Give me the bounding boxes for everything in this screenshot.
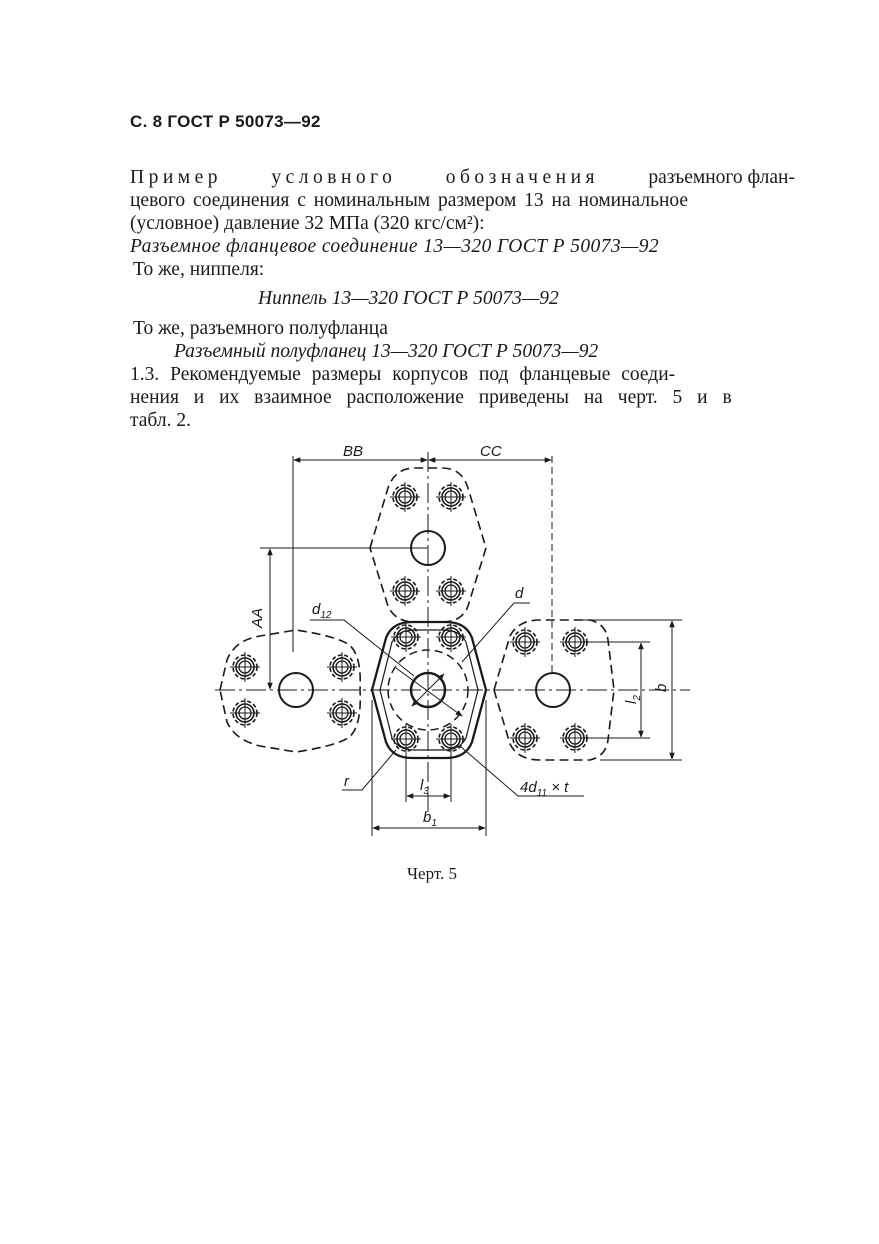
label-holes: $4d_{11} \times t$ [520,779,569,799]
page-header: С. 8 ГОСТ Р 50073—92 [130,112,321,131]
clause-line-2: нения и их взаимное расположение приведены на черт. 5 и в [130,387,732,408]
label-r: r [344,773,349,790]
label-l2: $l_2$ [623,695,643,704]
word-primer: Пример [130,167,223,188]
label-d: d [515,585,524,602]
halfflange-intro: То же, разъемного полуфланца [133,318,388,339]
word-razemnogo: разъемного флан- [648,167,795,188]
nipple-intro: То же, ниппеля: [133,259,265,280]
clause-line-3: табл. 2. [130,410,191,431]
label-d12: $d_{12}$ [312,601,332,621]
paragraph-line-3: (условное) давление 32 МПа (320 кгс/см²): [130,213,485,234]
designation-halfflange: Разъемный полуфланец 13—320 ГОСТ Р 50073—92 [174,341,599,362]
left-flange [220,630,360,752]
figure-caption: Черт. 5 [407,864,458,883]
label-bb: BB [343,443,364,460]
paragraph-line-2: цевого соединения с номинальным размером 13 на номинальное [130,190,689,211]
word-uslovnogo: условного [271,167,397,188]
designation-connection: Разъемное фланцевое соединение 13—320 ГОСТ Р 50073—92 [130,236,660,257]
designation-nipple: Ниппель 13—320 ГОСТ Р 50073—92 [258,288,559,309]
label-cc: CC [480,443,502,460]
label-b1: $b_1$ [423,809,437,829]
clause-line-1: 1.3. Рекомендуемые размеры корпусов под фланцевые соеди- [130,364,676,385]
label-b: b [653,683,670,692]
label-l3: $l_3$ [420,777,429,797]
word-oboznacheniya: обозначения [445,167,599,188]
label-aa: AA [249,607,266,628]
dimension-aa [260,548,428,689]
